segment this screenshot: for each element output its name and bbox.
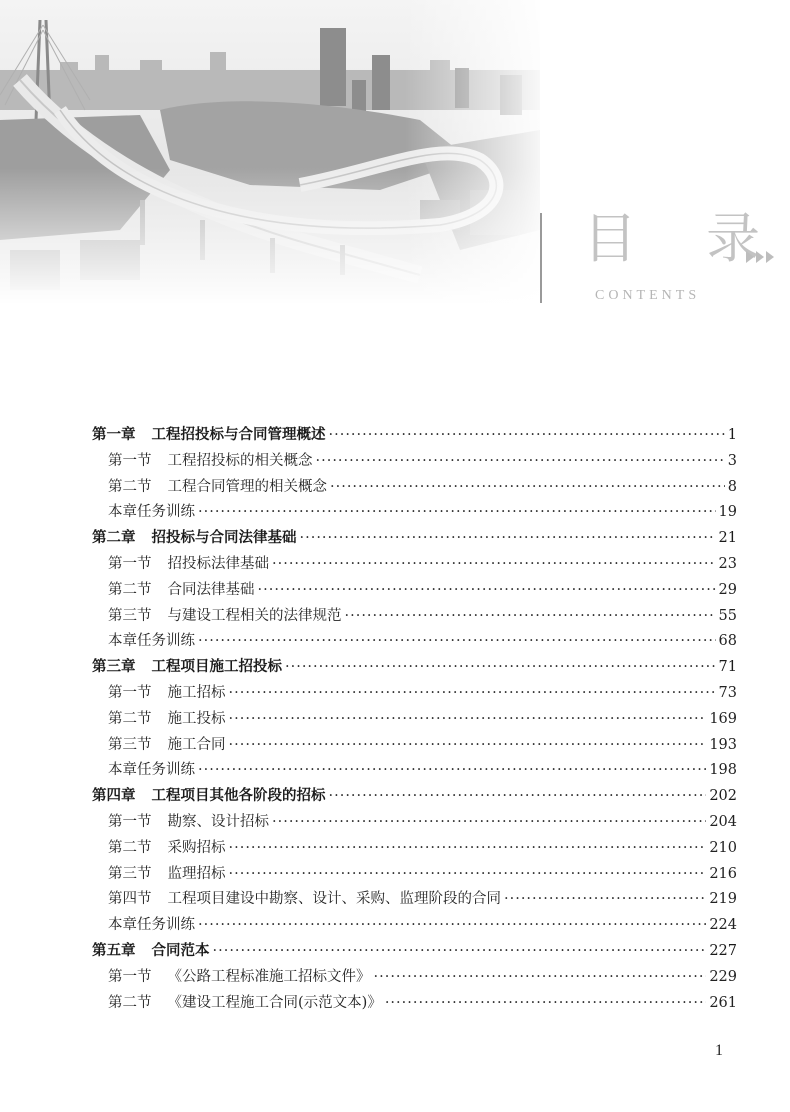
- toc-leader-dots: [198, 917, 706, 933]
- toc-entry-page: 216: [709, 865, 737, 882]
- toc-leader-dots: [374, 969, 707, 985]
- toc-entry-page: 23: [718, 555, 737, 572]
- toc-leader-dots: [385, 995, 706, 1011]
- toc-entry-page: 261: [709, 994, 737, 1011]
- toc-leader-dots: [213, 943, 707, 959]
- toc-leader-dots: [229, 866, 707, 882]
- toc-entry-number: 第一节: [108, 452, 152, 469]
- toc-entry-title: 施工投标: [167, 710, 226, 727]
- toc-section-row[interactable]: [92, 604, 737, 630]
- toc-entry-page: 73: [718, 684, 737, 701]
- toc-entry-number: 第三节: [108, 736, 152, 753]
- toc-section-row[interactable]: [92, 578, 737, 604]
- toc-entry-title: 工程项目建设中勘察、设计、采购、监理阶段的合同: [167, 891, 501, 908]
- toc-chapter-row[interactable]: [92, 423, 737, 449]
- toc-entry-label: [92, 655, 282, 676]
- toc-entry-title: 合同范本: [151, 941, 210, 959]
- toc-leader-dots: [272, 556, 716, 572]
- toc-leader-dots: [329, 788, 707, 804]
- toc-section-row[interactable]: [92, 552, 737, 578]
- toc-entry-page: 204: [709, 813, 737, 830]
- toc-entry-page: 229: [709, 968, 737, 985]
- triple-arrow-icon: [746, 251, 774, 263]
- toc-entry-title: 施工招标: [167, 684, 226, 701]
- toc-chapter-row[interactable]: [92, 939, 737, 965]
- toc-entry-page: 169: [709, 710, 737, 727]
- toc-section-row[interactable]: [92, 862, 737, 888]
- toc-entry-label: [108, 500, 195, 521]
- toc-entry-page: 202: [709, 788, 737, 805]
- toc-section-row[interactable]: [92, 758, 737, 784]
- toc-entry-title: 施工合同: [167, 736, 226, 753]
- toc-entry-number: 第四节: [108, 891, 152, 908]
- toc-leader-dots: [229, 737, 707, 753]
- page-title: 目 录: [583, 207, 787, 270]
- toc-entry-page: 219: [709, 891, 737, 908]
- toc-leader-dots: [229, 685, 716, 701]
- toc-section-row[interactable]: [92, 887, 737, 913]
- toc-entry-title: 本章任务训练: [108, 762, 195, 779]
- toc-section-row[interactable]: [92, 475, 737, 501]
- toc-entry-title: 招投标与合同法律基础: [151, 529, 297, 547]
- toc-entry-title: 监理招标: [167, 865, 226, 882]
- toc-section-row[interactable]: [92, 707, 737, 733]
- toc-leader-dots: [345, 608, 716, 624]
- toc-section-row[interactable]: [92, 991, 737, 1017]
- toc-leader-dots: [504, 891, 706, 907]
- toc-entry-number: 第二章: [92, 529, 136, 547]
- toc-entry-label: [108, 449, 313, 470]
- toc-entry-number: 第四章: [92, 787, 136, 805]
- toc-entry-number: 第二节: [108, 581, 152, 598]
- toc-leader-dots: [329, 427, 725, 443]
- toc-entry-label: [108, 913, 195, 934]
- toc-entry-number: 第三节: [108, 865, 152, 882]
- toc-entry-page: 227: [709, 942, 737, 959]
- toc-entry-number: 第一节: [108, 813, 152, 830]
- toc-entry-page: 55: [718, 607, 737, 624]
- toc-entry-page: 8: [727, 478, 737, 495]
- toc-entry-title: 本章任务训练: [108, 633, 195, 650]
- toc-chapter-row[interactable]: [92, 784, 737, 810]
- toc-entry-label: [108, 887, 501, 908]
- toc-section-row[interactable]: [92, 681, 737, 707]
- toc-entry-title: 工程合同管理的相关概念: [167, 478, 327, 495]
- toc-leader-dots: [285, 659, 716, 675]
- toc-leader-dots: [330, 479, 725, 495]
- toc-entry-label: [92, 784, 326, 805]
- toc-entry-label: [108, 836, 226, 857]
- toc-entry-title: 勘察、设计招标: [167, 813, 269, 830]
- toc-entry-title: 工程项目其他各阶段的招标: [151, 787, 326, 805]
- toc-entry-title: 工程招投标的相关概念: [167, 452, 313, 469]
- toc-entry-page: 3: [727, 452, 737, 469]
- toc-entry-title: 合同法律基础: [167, 581, 255, 598]
- toc-leader-dots: [258, 582, 716, 598]
- toc-entry-page: 224: [709, 917, 737, 934]
- toc-entry-label: [108, 965, 371, 986]
- toc-entry-label: [108, 552, 269, 573]
- toc-entry-page: 68: [718, 633, 737, 650]
- header-divider: [540, 213, 542, 303]
- toc-section-row[interactable]: [92, 500, 737, 526]
- toc-entry-title: 与建设工程相关的法律规范: [167, 607, 342, 624]
- toc-entry-label: [108, 991, 382, 1012]
- toc-entry-page: 19: [718, 504, 737, 521]
- toc-entry-page: 1: [727, 427, 737, 443]
- toc-entry-number: 第一章: [92, 426, 136, 443]
- toc-section-row[interactable]: [92, 913, 737, 939]
- toc-entry-page: 210: [709, 839, 737, 856]
- toc-entry-label: [108, 733, 226, 754]
- toc-entry-label: [108, 810, 269, 831]
- table-of-contents: [92, 423, 737, 1016]
- toc-chapter-row[interactable]: [92, 655, 737, 681]
- toc-entry-number: 第五章: [92, 941, 136, 959]
- toc-entry-title: 本章任务训练: [108, 917, 195, 934]
- toc-entry-label: [92, 939, 210, 960]
- toc-entry-number: 第二节: [108, 478, 152, 495]
- toc-entry-title: 工程招投标与合同管理概述: [151, 426, 326, 443]
- toc-leader-dots: [198, 633, 716, 649]
- toc-entry-label: [108, 604, 342, 625]
- toc-section-row[interactable]: [92, 449, 737, 475]
- page-subtitle: CONTENTS: [595, 288, 701, 303]
- toc-entry-label: [92, 526, 297, 547]
- toc-entry-label: [108, 578, 255, 599]
- toc-entry-title: 《公路工程标准施工招标文件》: [167, 968, 371, 985]
- toc-entry-title: 采购招标: [167, 839, 226, 856]
- toc-leader-dots: [198, 762, 706, 778]
- toc-entry-label: [108, 862, 226, 883]
- toc-section-row[interactable]: [92, 629, 737, 655]
- toc-entry-label: [108, 681, 226, 702]
- toc-entry-label: [108, 475, 327, 496]
- toc-leader-dots: [272, 814, 706, 830]
- toc-entry-page: 29: [718, 581, 737, 598]
- toc-entry-number: 第一节: [108, 968, 152, 985]
- toc-entry-title: 《建设工程施工合同(示范文本)》: [167, 994, 382, 1011]
- toc-section-row[interactable]: [92, 836, 737, 862]
- toc-entry-page: 193: [709, 736, 737, 753]
- toc-entry-title: 本章任务训练: [108, 504, 195, 521]
- toc-entry-label: [108, 629, 195, 650]
- toc-section-row[interactable]: [92, 810, 737, 836]
- toc-entry-number: 第二节: [108, 710, 152, 727]
- toc-entry-number: 第二节: [108, 839, 152, 856]
- toc-entry-number: 第三章: [92, 658, 136, 676]
- toc-entry-label: [108, 758, 195, 779]
- header-cityscape-image: [0, 0, 540, 305]
- toc-section-row[interactable]: [92, 965, 737, 991]
- toc-leader-dots: [300, 530, 716, 546]
- toc-leader-dots: [229, 711, 707, 727]
- toc-entry-number: 第二节: [108, 994, 152, 1011]
- toc-entry-label: [108, 707, 226, 728]
- page-number: 1: [715, 1042, 723, 1059]
- toc-leader-dots: [229, 840, 707, 856]
- toc-entry-page: 198: [709, 762, 737, 779]
- toc-section-row[interactable]: [92, 733, 737, 759]
- toc-entry-number: 第一节: [108, 555, 152, 572]
- toc-entry-title: 招投标法律基础: [167, 555, 269, 572]
- toc-chapter-row[interactable]: [92, 526, 737, 552]
- toc-entry-label: [92, 423, 326, 444]
- toc-leader-dots: [316, 453, 725, 469]
- toc-entry-title: 工程项目施工招投标: [151, 658, 282, 676]
- toc-entry-number: 第三节: [108, 607, 152, 624]
- toc-entry-page: 71: [718, 659, 737, 676]
- toc-leader-dots: [198, 504, 716, 520]
- toc-entry-number: 第一节: [108, 684, 152, 701]
- toc-entry-page: 21: [718, 530, 737, 547]
